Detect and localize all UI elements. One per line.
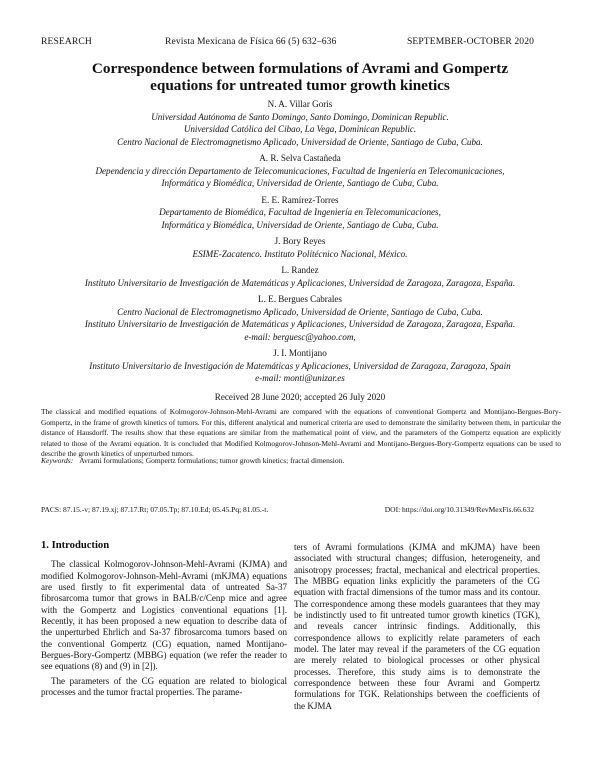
- author-email: e-mail: berguesc@yahoo.com,: [244, 331, 356, 342]
- body-paragraph: The parameters of the CG equation are related to biological processes and the tumor fractal properties. The parame-: [41, 675, 287, 698]
- affiliation: ESIME-Zacatenco. Instituto Politécnico Nacional, México.: [192, 248, 408, 259]
- keywords: [41, 456, 561, 466]
- author-name: J. Bory Reyes: [274, 236, 326, 246]
- title-line-2: equations for untreated tumor growth kinetics: [150, 77, 450, 94]
- body-paragraph: The classical Kolmogorov-Johnson-Mehl-Avrami (KJMA) and modified Kolmogorov-Johnson-Mehl-Avrami (mKJMA) equations are used firstly to fit experimental data of untreated Sa-37 fibrosarcoma tumor that grows in BALB/c/Cenp mice and agree with the Gompertz and Logistics conventional equations [1]. Recently, it has been proposed a new equation to describe data of the unperturbed Ehrlich and Sa-37 fibrosarcoma tumors based on the conventional Gompertz (CG) equation, named Montijano-Bergues-Bory-Gompertz (MBBG) equation (we refer the reader to see equations (8) and (9) in [2]).: [41, 559, 287, 672]
- affiliation: Informática y Biomédica, Universidad de Oriente, Santiago de Cuba, Cuba.: [161, 178, 439, 188]
- affiliation: Dependencia y dirección Departamento de Telecomunicaciones, Facultad de Ingeniería en Telecomunicaciones,: [95, 165, 505, 176]
- left-column: [41, 540, 287, 701]
- author-name: E. E. Ramírez-Torres: [261, 194, 339, 205]
- author-block: [30, 98, 570, 403]
- journal-citation: Revista Mexicana de Física 66 (5) 632–636: [165, 36, 337, 47]
- paper-title: [40, 60, 560, 94]
- body-paragraph: ters of Avrami formulations (KJMA and mKJMA) have been associated with structural changes; diffusion, heterogeneity, and anisotropy processes; fractal, mechanical and electrical properties. The MBBG equation links explicitly the parameters of the CG equation with fractal dimensions of the tumor mass and its contour. The correspondence among these models guarantees that they may be indistinctly used to fit untreated tumor growth kinetics (TGK), and reveals cancer intrinsic findings. Additionally, this correspondence allows to explicitly relate parameters of each model. The later may reveal if the parameters of the CG equation are merely related to biological processes or other physical processes. Therefore, this study aims is to demonstrate the correspondence between these four Avrami and Gompertz formulations for TGK. Relationships between the coefficients of the KJMA: [294, 542, 540, 711]
- doi-link[interactable]: DOI: https://doi.org/10.31349/RevMexFis.66.632: [384, 505, 534, 514]
- affiliation: Centro Nacional de Electromagnetismo Aplicado, Universidad de Oriente, Santiago de Cuba, Cuba.: [117, 136, 483, 147]
- author-name: J. I. Montijano: [273, 348, 327, 358]
- author-name: L. Randez: [281, 265, 319, 275]
- affiliation: Centro Nacional de Electromagnetismo Aplicado, Universidad de Oriente, Santiago de Cuba, Cuba.: [117, 306, 483, 317]
- author-name: L. E. Bergues Cabrales: [258, 294, 342, 304]
- affiliation: Departamento de Biomédica, Facultad de Ingeniería en Telecomunicaciones,: [159, 207, 441, 217]
- affiliation: Universidad Autónoma de Santo Domingo, Santo Domingo, Dominican Republic.: [151, 111, 449, 122]
- keywords-text: Avrami formulations; Gompertz formulations; tumor growth kinetics; fractal dimension.: [79, 456, 345, 465]
- affiliation: Instituto Universitario de Investigación de Matemáticas y Aplicaciones, Universidad de Zaragoza, Zaragoza, España.: [84, 277, 516, 288]
- affiliation: Instituto Universitario de Investigación de Matemáticas y Aplicaciones, Universidad de Zaragoza, Zaragoza, España.: [84, 319, 516, 329]
- right-column: [294, 542, 540, 715]
- keywords-label: Keywords:: [41, 456, 74, 465]
- issue-date: SEPTEMBER-OCTOBER 2020: [406, 36, 534, 47]
- abstract: The classical and modified equations of Kolmogorov-Johnson-Mehl-Avrami are compared with the equations of conventional Gompertz and Montijano-Bergues-Bory-Gompertz, in the frame of growth kinetics of tumors. For this, different analytical and numerical criteria are used to demonstrate the similarity between them, in particular the distance of Hausdorff. The results show that these equations are similar from the mathematical point of view, and the parameters of the Gompertz equation are explicitly related to those of the Avrami equation. It is concluded that Modified Kolmogorov-Johnson-Mehl-Avrami and Montijano-Bergues-Bory-Gompertz equations can be used to describe the growth kinetics of unperturbed tumors.: [41, 407, 561, 459]
- affiliation: Informática y Biomédica, Universidad de Oriente, Santiago de Cuba, Cuba.: [161, 219, 439, 230]
- title-line-1: Correspondence between formulations of Avrami and Gompertz: [91, 60, 509, 77]
- author-email: e-mail: monti@unizar.es: [255, 373, 345, 383]
- author-name: A. R. Selva Castañeda: [259, 153, 341, 163]
- author-name: N. A. Villar Goris: [267, 99, 333, 109]
- received-dates: Received 28 June 2020; accepted 26 July 2020: [214, 391, 386, 402]
- affiliation: Universidad Católica del Cibao, La Vega, Dominican Republic.: [183, 124, 417, 134]
- section-label: RESEARCH: [41, 36, 92, 47]
- section-title-introduction: 1. Introduction: [41, 540, 110, 551]
- affiliation: Instituto Universitario de Investigación de Matemáticas y Aplicaciones, Universidad de Zaragoza, Zaragoza, Spain: [89, 360, 511, 371]
- pacs-codes: PACS: 87.15.-v; 87.19.xj; 87.17.Rt; 07.05.Tp; 87.10.Ed; 05.45.Pq; 81.05.-t.: [41, 505, 269, 514]
